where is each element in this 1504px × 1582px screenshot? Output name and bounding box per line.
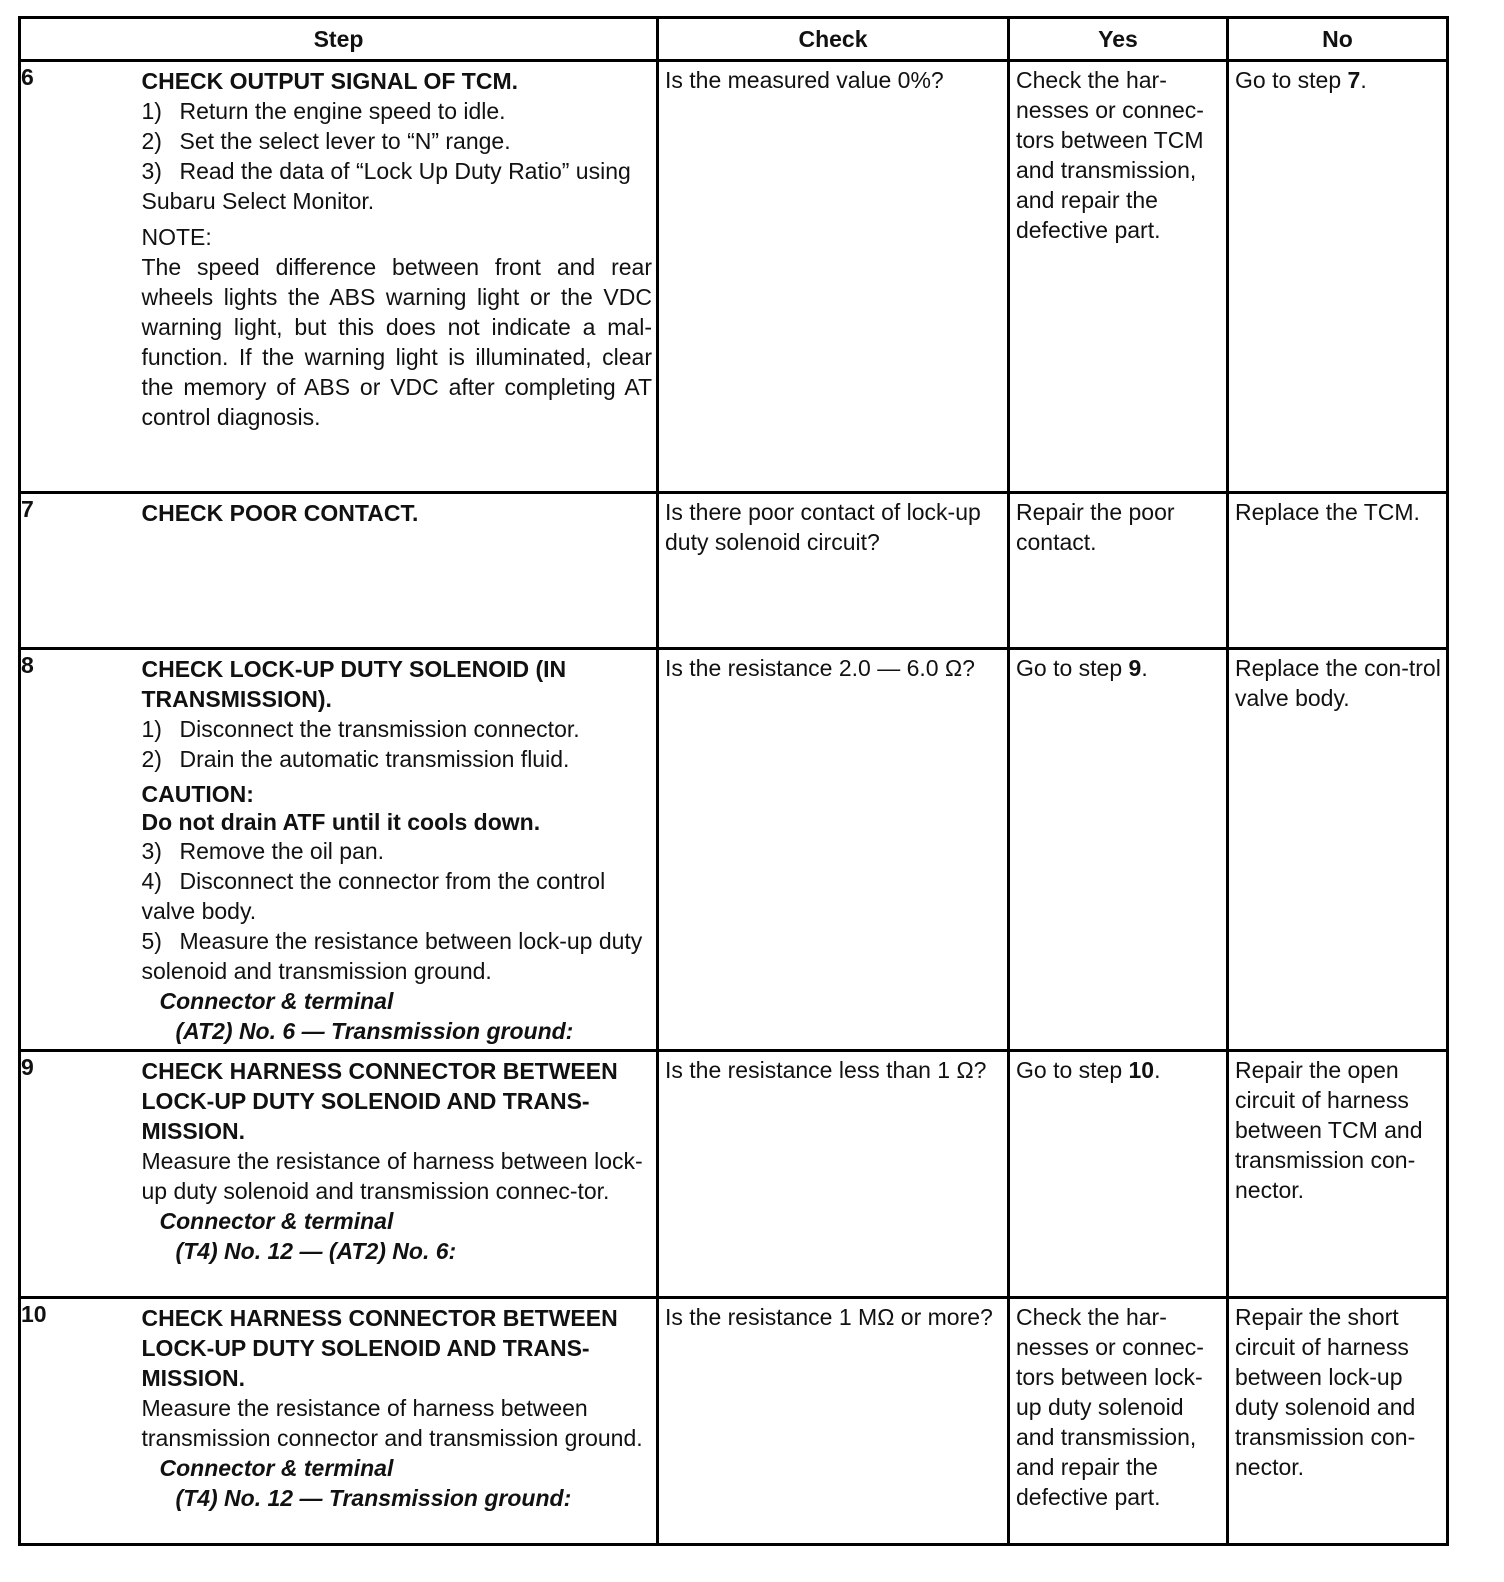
check-cell: Is there poor contact of lock-up duty solenoid circuit? <box>658 493 1009 649</box>
caution-text: Do not drain ATF until it cools down. <box>141 809 541 835</box>
step-item: 1) Disconnect the transmission connector. <box>141 716 580 742</box>
check-cell: Is the resistance 2.0 — 6.0 Ω? <box>658 649 1009 1051</box>
check-cell: Is the resistance less than 1 Ω? <box>658 1051 1009 1298</box>
header-no: No <box>1228 18 1448 61</box>
connector-value: (T4) No. 12 — Transmission ground: <box>175 1485 572 1511</box>
yes-cell: Go to step 9. <box>1009 649 1228 1051</box>
step-title: CHECK HARNESS CONNECTOR BETWEEN LOCK-UP DUTY SOLENOID AND TRANS-MISSION. <box>141 1305 618 1391</box>
step-item: 4) Disconnect the connector from the control valve body. <box>141 868 606 924</box>
header-yes: Yes <box>1009 18 1228 61</box>
note-text: The speed difference between front and rear wheels lights the ABS warning light or the VDC warning light, but this does not indicate a mal-function. If the warning light is illuminated, clear the memory of ABS or VDC after completing AT control diagnosis. <box>141 254 652 430</box>
table-row <box>20 649 1448 1051</box>
connector-label: Connector & terminal <box>159 988 394 1014</box>
step-description <box>140 649 658 1051</box>
step-item: 3) Read the data of “Lock Up Duty Ratio” using Subaru Select Monitor. <box>141 158 631 214</box>
diagnosis-table <box>18 16 1449 1546</box>
step-number: 8 <box>20 649 140 1051</box>
step-item: 2) Drain the automatic transmission fluid. <box>141 746 570 772</box>
check-cell: Is the resistance 1 MΩ or more? <box>658 1298 1009 1545</box>
connector-label: Connector & terminal <box>159 1455 394 1481</box>
step-number: 7 <box>20 493 140 649</box>
step-item: 2) Set the select lever to “N” range. <box>141 128 511 154</box>
step-title: CHECK LOCK-UP DUTY SOLENOID (IN TRANSMISSION). <box>141 656 567 712</box>
yes-cell: Check the har-nesses or connec-tors between TCM and transmission, and repair the defective part. <box>1009 61 1228 493</box>
connector-value: (T4) No. 12 — (AT2) No. 6: <box>175 1238 457 1264</box>
table-row <box>20 1051 1448 1298</box>
no-cell: Go to step 7. <box>1228 61 1448 493</box>
step-item: 1) Return the engine speed to idle. <box>141 98 506 124</box>
caution-label: CAUTION: <box>141 781 254 807</box>
step-title: CHECK POOR CONTACT. <box>141 500 419 526</box>
table-header-row <box>20 18 1448 61</box>
step-description <box>140 493 658 649</box>
yes-cell: Go to step 10. <box>1009 1051 1228 1298</box>
no-cell: Repair the short circuit of harness between lock-up duty solenoid and transmission con-nector. <box>1228 1298 1448 1545</box>
step-text: Measure the resistance of harness between transmission connector and transmission ground. <box>141 1395 643 1451</box>
step-item: 3) Remove the oil pan. <box>141 838 385 864</box>
table-row <box>20 493 1448 649</box>
note-label: NOTE: <box>141 224 212 250</box>
no-cell: Repair the open circuit of harness between TCM and transmission con-nector. <box>1228 1051 1448 1298</box>
step-number: 10 <box>20 1298 140 1545</box>
header-check: Check <box>658 18 1009 61</box>
step-number: 6 <box>20 61 140 493</box>
connector-value: (AT2) No. 6 — Transmission ground: <box>175 1018 574 1044</box>
no-cell: Replace the con-trol valve body. <box>1228 649 1448 1051</box>
table-row <box>20 61 1448 493</box>
yes-cell: Repair the poor contact. <box>1009 493 1228 649</box>
step-description <box>140 61 658 493</box>
step-title: CHECK HARNESS CONNECTOR BETWEEN LOCK-UP DUTY SOLENOID AND TRANS-MISSION. <box>141 1058 618 1144</box>
step-description <box>140 1051 658 1298</box>
table-row <box>20 1298 1448 1545</box>
connector-label: Connector & terminal <box>159 1208 394 1234</box>
header-step: Step <box>20 18 658 61</box>
step-description <box>140 1298 658 1545</box>
no-cell: Replace the TCM. <box>1228 493 1448 649</box>
step-text: Measure the resistance of harness between lock-up duty solenoid and transmission connec-tor. <box>141 1148 643 1204</box>
step-title: CHECK OUTPUT SIGNAL OF TCM. <box>141 68 519 94</box>
step-item: 5) Measure the resistance between lock-up duty solenoid and transmission ground. <box>141 928 643 984</box>
yes-cell: Check the har-nesses or connec-tors between lock-up duty solenoid and transmission, and repair the defective part. <box>1009 1298 1228 1545</box>
step-number: 9 <box>20 1051 140 1298</box>
check-cell: Is the measured value 0%? <box>658 61 1009 493</box>
